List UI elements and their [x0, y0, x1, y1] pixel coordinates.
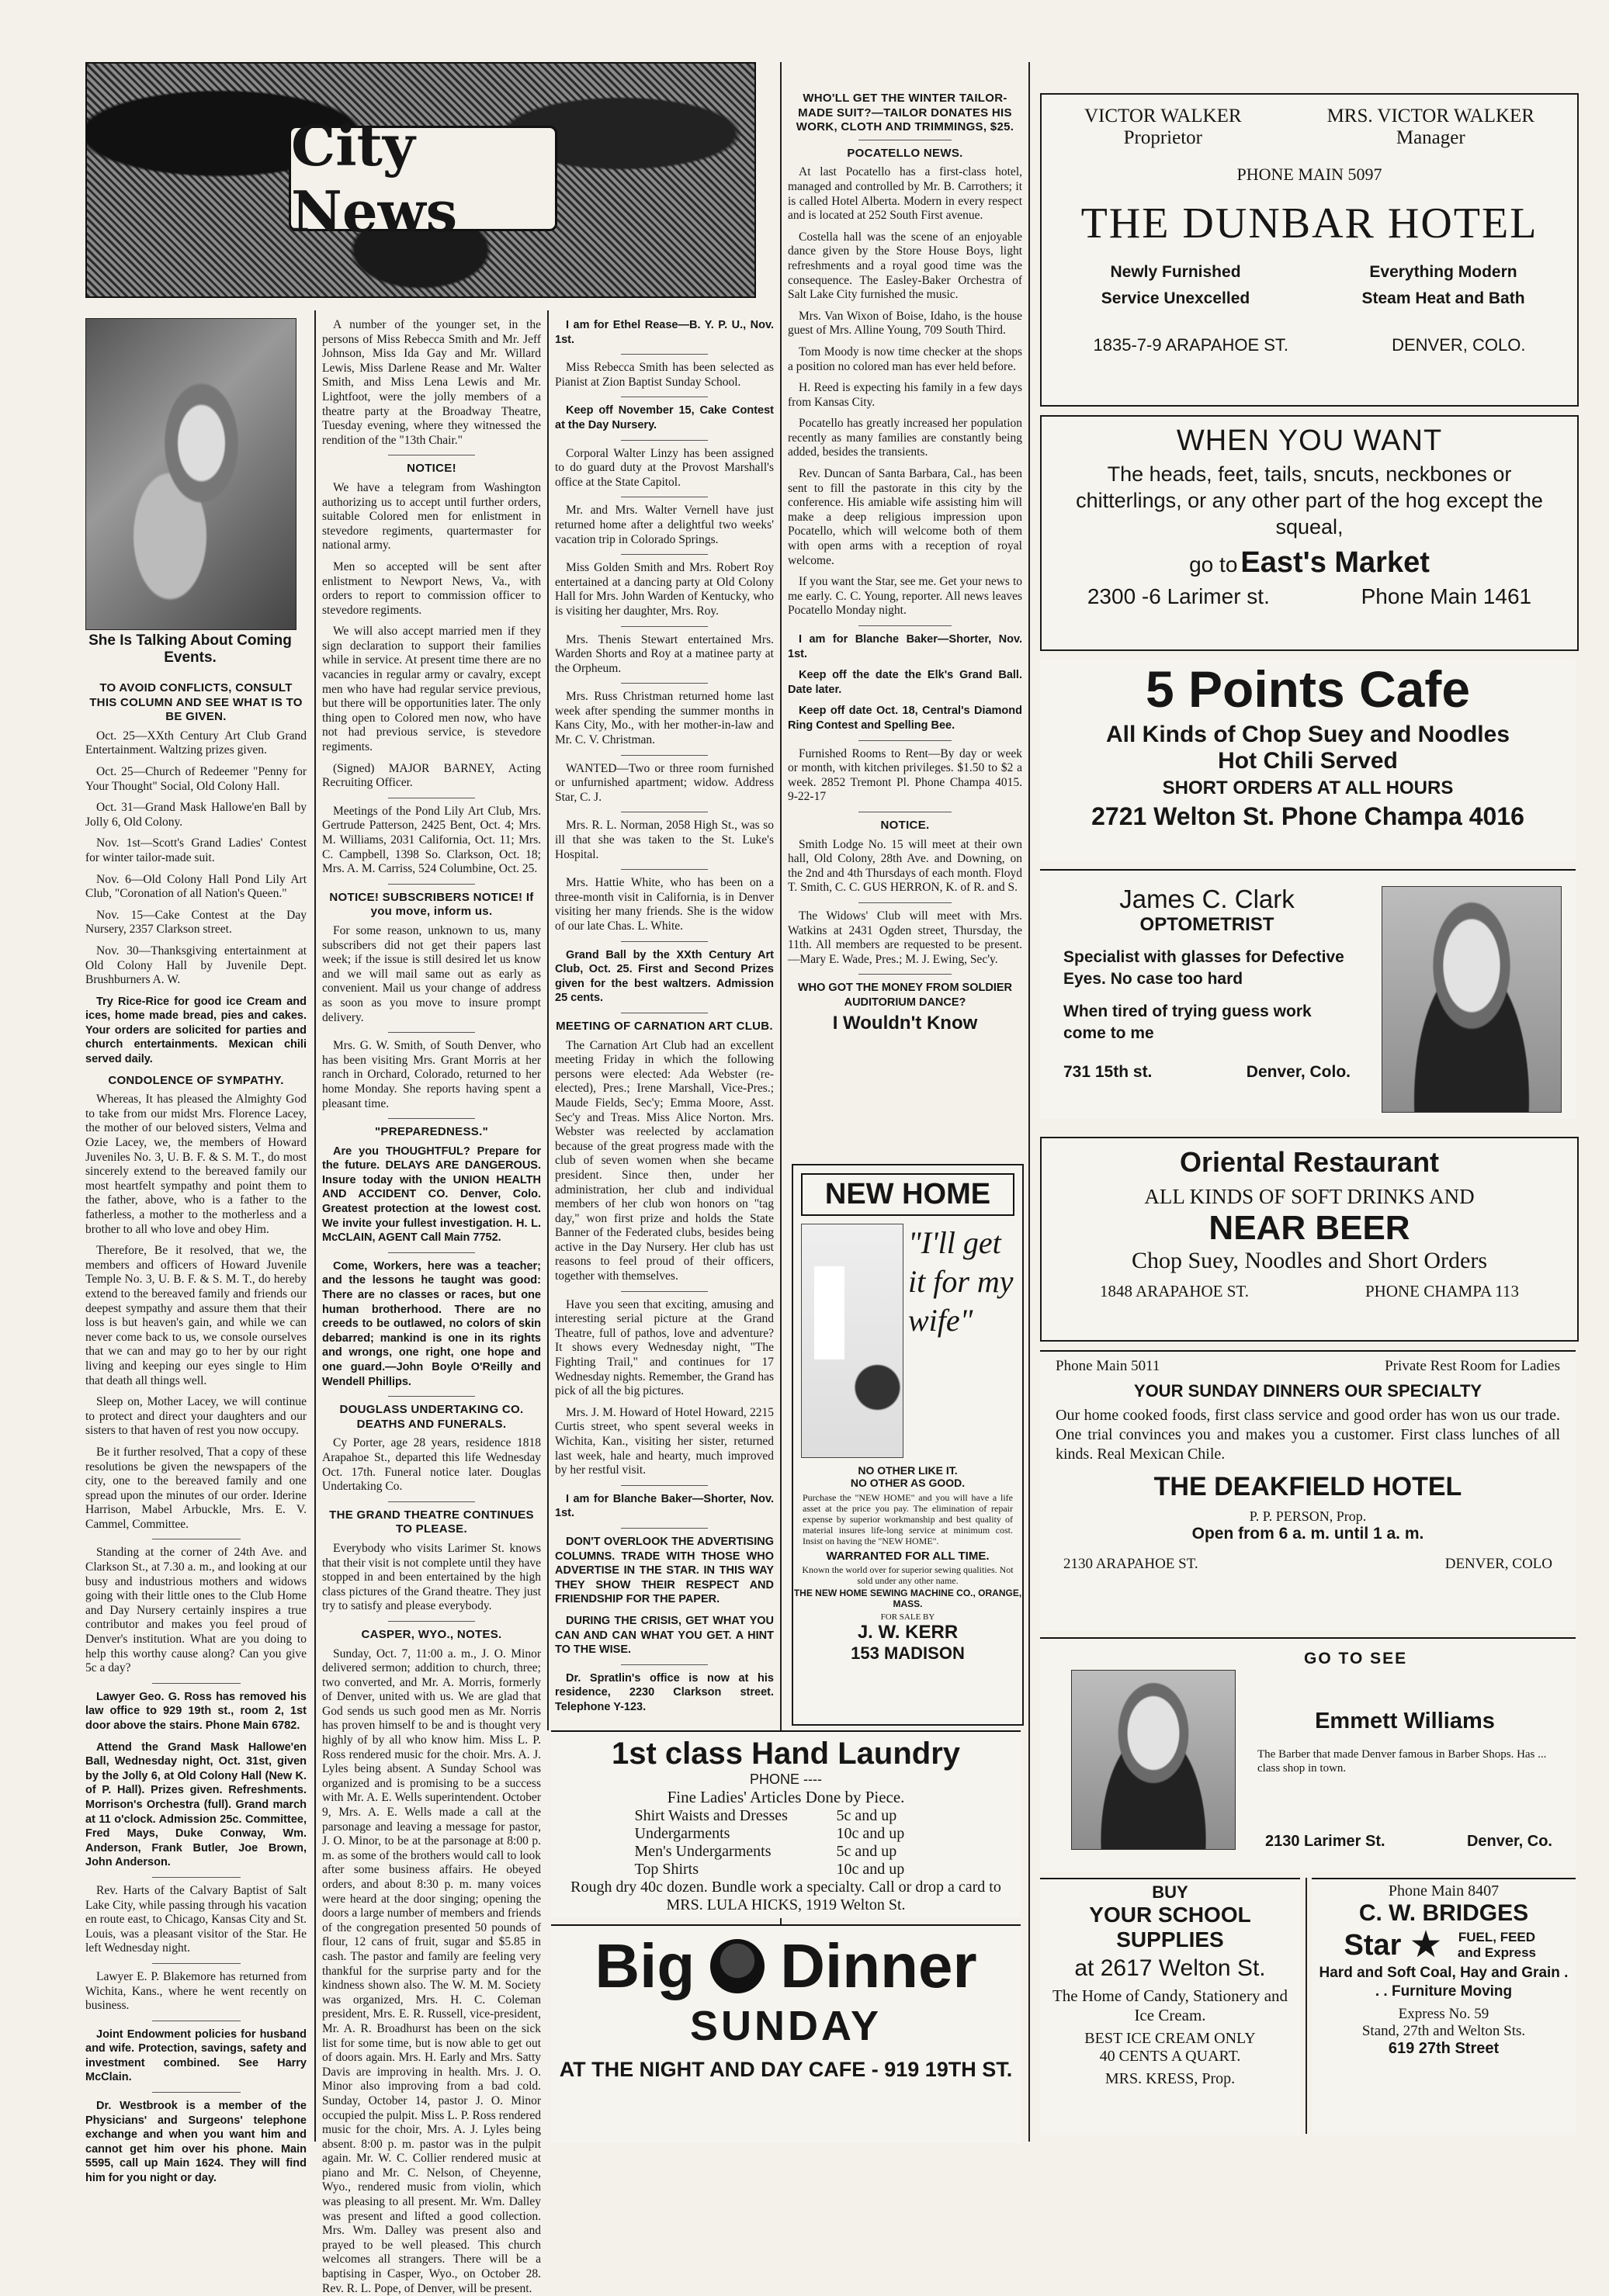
article-text: Cy Porter, age 28 years, residence 1818 Arapahoe St., departed this life Wednesday Oct. 17th. Funeral notice later. Douglas Undertaking Co. [322, 1436, 541, 1494]
laundry-price-list [551, 1807, 1021, 1879]
column-4 [788, 85, 1022, 1148]
laundry-price: 5c and up [837, 1807, 938, 1825]
kress-address: at 2617 Welton St. [1040, 1955, 1300, 1982]
event-item: Oct. 25—Church of Redeemer "Penny for Your Thought" Social, Old Colony Hall. [85, 765, 307, 794]
article-text: DURING THE CRISIS, GET WHAT YOU CAN AND CAN WHAT YOU GET. A HINT TO THE WISE. [555, 1614, 774, 1657]
section-heading: "PREPAREDNESS." [322, 1125, 541, 1140]
article-text: Mrs. Hattie White, who has been on a three-month visit in California, is in Denver visiting her many friends. She is the widow of our late Chas. L. White. [555, 876, 774, 933]
laundry-item: Top Shirts [635, 1861, 837, 1879]
bridges-express-ad [1312, 1878, 1576, 2135]
deakfield-private: Private Rest Room for Ladies [1385, 1358, 1560, 1375]
dunbar-proprietor: VICTOR WALKER [1084, 106, 1242, 127]
newhome-tag: NO OTHER LIKE IT. [793, 1464, 1022, 1477]
article-text: Smith Lodge No. 15 will meet at their own hall, Old Colony, 28th Ave. and Downing, on the 2nd and 4th Thursdays of each month. Floyd T. Smith, C. C. GUS HERRON, K. of R. and S. [788, 838, 1022, 895]
dinner-sunday: SUNDAY [551, 2002, 1021, 2050]
article-text: I am for Blanche Baker—Shorter, Nov. 1st. [555, 1492, 774, 1521]
laundry-line: Fine Ladies' Articles Done by Piece. [551, 1788, 1021, 1807]
article-text: (Signed) MAJOR BARNEY, Acting Recruiting Officer. [322, 762, 541, 791]
deakfield-body: Our home cooked foods, first class service and good order has won us our trade. One trial convinces you and makes you a customer. First class lunches of all kinds. Real Mexican Chile. [1040, 1401, 1576, 1469]
article-text: Mrs. R. L. Norman, 2058 High St., was so ill that she was taken to the St. Luke's Hospital. [555, 819, 774, 862]
article-text: Tom Moody is now time checker at the shops a position no colored man has ever held before. [788, 345, 1022, 374]
williams-portrait [1071, 1670, 1236, 1850]
five-points-cafe-ad [1040, 660, 1576, 861]
laundry-price: 10c and up [837, 1825, 938, 1843]
article-text: Come, Workers, here was a teacher; and the lessons he taught was good: There are no classes or races, but one human brotherhood. There are no creeds to be outlawed, no colors of skin debarred; mankind is one in its rights and wrongs, one right, one hope and one guard.—John Boyle O'Reilly and Wendell Phillips. [322, 1259, 541, 1389]
article-text: Lawyer E. P. Blakemore has returned from Wichita, Kans., where he went recently on business. [85, 1970, 307, 2014]
article-text: Standing at the corner of 24th Ave. and Clarkson St., at 7.30 a. m., and looking at our busy and industrious mothers and widows going with their little ones to the Club Home and Day Nursery certainly inspires a true contributor and makes you feel proud of Denver's institution. What are you doing to help this worthy cause along? Can you give 5c a day? [85, 1546, 307, 1675]
laundry-price: 10c and up [837, 1861, 938, 1879]
dunbar-phone: PHONE MAIN 5097 [1042, 164, 1577, 185]
deakfield-name: THE DEAKFIELD HOTEL [1040, 1472, 1576, 1502]
clark-line: Specialist with glasses for Defective Eyes. No case too hard [1063, 947, 1351, 990]
deakfield-address: 2130 ARAPAHOE ST. [1063, 1556, 1198, 1573]
fivepoints-line: 2721 Welton St. Phone Champa 4016 [1040, 802, 1576, 831]
kress-body: The Home of Candy, Stationery and Ice Cream. [1040, 1982, 1300, 2030]
article-text: Have you seen that exciting, amusing and interesting serial picture at the Grand Theatre, full of pathos, love and adventure? It shows every Wednesday night, "The Fighting Trail," and continues for 17 Wednesday nights. Remember, the Grand has pick of all the big pictures. [555, 1298, 774, 1399]
article-text: Joint Endowment policies for husband and wife. Protection, savings, safety and investment combined. See Harry McClain. [85, 2028, 307, 2085]
column-rule [547, 310, 549, 1730]
kress-cream: BEST ICE CREAM ONLY [1040, 2030, 1300, 2048]
dunbar-role: Proprietor [1084, 127, 1242, 149]
dunbar-city: DENVER, COLO. [1392, 335, 1525, 355]
section-heading: NOTICE. [788, 819, 1022, 833]
photo-caption: She Is Talking About Coming Events. [85, 632, 295, 667]
clark-optometrist-ad [1040, 869, 1576, 1119]
column-1 [85, 675, 307, 2142]
section-heading: DOUGLASS UNDERTAKING CO. DEATHS AND FUNERALS. [322, 1403, 541, 1432]
laundry-footer: Rough dry 40c dozen. Bundle work a specialty. Call or drop a card to MRS. LULA HICKS, 1919 Welton St. [551, 1879, 1021, 1914]
newhome-warranted: WARRANTED FOR ALL TIME. [793, 1550, 1022, 1563]
williams-body: The Barber that made Denver famous in Barber Shops. Has ... class shop in town. [1257, 1747, 1552, 1775]
clark-city: Denver, Colo. [1247, 1063, 1351, 1082]
event-item: Nov. 1st—Scott's Grand Ladies' Contest for winter tailor-made suit. [85, 836, 307, 865]
deakfield-prop: P. P. PERSON, Prop. [1040, 1508, 1576, 1525]
bridges-name: C. W. BRIDGES [1312, 1900, 1576, 1927]
ad-rule [1306, 1878, 1307, 2134]
newhome-forsale: FOR SALE BY [793, 1612, 1022, 1622]
fivepoints-line: Hot Chili Served [1040, 748, 1576, 774]
deakfield-phone: Phone Main 5011 [1056, 1358, 1160, 1375]
newhome-maker: THE NEW HOME SEWING MACHINE CO., ORANGE, MASS. [793, 1588, 1022, 1609]
bridges-phone: Phone Main 8407 [1312, 1882, 1576, 1900]
fivepoints-line: All Kinds of Chop Suey and Noodles [1040, 722, 1576, 748]
condolence-text: Therefore, Be it resolved, that we, the members and officers of Howard Juvenile Temple No. 3, U. B. F. & S. M. T., do hereby extend to the bereaved family and friends our deepest sympathy and assure them that their loss is but heaven's gain, and while we can never come back to us, we console ourselves that we can and may go to her by our right living and keeping our eyes single to Him that death all things well. [85, 1244, 307, 1388]
article-text: Attend the Grand Mask Hallowe'en Ball, Wednesday night, Oct. 31st, given by the Jolly 6, at Old Colony Hall (New K. of P. Hall). Prizes given. Refreshments. Morrison's Orchestra (full). Grand march at 11 o'clock. Admission 25c. Committee, Fred Mays, Duke Conway, Wm. Anderson, Frank Butler, Joe Brown, John Anderson. [85, 1740, 307, 1870]
newspaper-page [85, 62, 1576, 2142]
deakfield-city: DENVER, COLO [1445, 1556, 1552, 1573]
article-text: Pocatello has greatly increased her population recently as many families are constantly being added, besides the transients. [788, 417, 1022, 460]
bridges-fuel: FUEL, FEED and Express [1450, 1930, 1543, 1961]
laundry-item: Men's Undergarments [635, 1843, 837, 1861]
event-item: Oct. 31—Grand Mask Hallowe'en Ball by Jolly 6, Old Colony. [85, 801, 307, 829]
williams-city: Denver, Co. [1467, 1833, 1552, 1851]
easts-address: 2300 -6 Larimer st. [1087, 584, 1270, 609]
article-text: Furnished Rooms to Rent—By day or week or month, with kitchen privileges. $1.50 to $2 a week. 2852 Tremont Pl. Phone Champa 4015. 9-22-17 [788, 747, 1022, 805]
dunbar-role: Manager [1327, 127, 1534, 149]
kress-cream: 40 CENTS A QUART. [1040, 2048, 1300, 2066]
section-heading: POCATELLO NEWS. [788, 147, 1022, 161]
event-item: Nov. 30—Thanksgiving entertainment at Old Colony Hall by Juvenile Dept. Brushburners A. W. [85, 944, 307, 988]
clark-line: When tired of trying guess work come to me [1063, 1001, 1351, 1044]
deakfield-hours: Open from 6 a. m. until 1 a. m. [1040, 1525, 1576, 1543]
clark-address: 731 15th st. [1063, 1063, 1152, 1082]
article-text: For some reason, unknown to us, many subscribers did not get their papers last week; if the issue is still desired let us know and we will mail same out as early as convenient. Mail us your change of address as soon as you move to insure prompt delivery. [322, 924, 541, 1025]
condolence-text: Whereas, It has pleased the Almighty God to take from our midst Mrs. Florence Lacey, the mother of our beloved sisters, Velma and Ozie Lacey, we, the members of Howard Juveniles No. 3, U. B. F. & S. M. T., do most sincerely extend to the bereaved family our most heartfelt sympathy and point them to the father, above, who is a father to the fatherless, a mother to the motherless and a brother to all who love and obey Him. [85, 1093, 307, 1237]
event-item: Nov. 6—Old Colony Hall Pond Lily Art Club, "Coronation of all Nation's Queen." [85, 873, 307, 902]
article-text: We have a telegram from Washington authorizing us to accept until further orders, suitable Colored men for enlistment in stevedore regiments, quartermaster for national army. [322, 481, 541, 553]
section-heading: NOTICE! SUBSCRIBERS NOTICE! If you move, inform us. [322, 891, 541, 919]
article-text: Meetings of the Pond Lily Art Club, Mrs. Gertrude Patterson, 2425 Bent, Oct. 4; Mrs. M. Williams, 2031 California, Oct. 11; Mrs. C. Campbell, 1398 So. Clarkson, Oct. 18; Mrs. A. M. Carriss, 524 Columbine, Oct. 25. [322, 805, 541, 877]
article-text: Miss Rebecca Smith has been selected as Pianist at Zion Baptist Sunday School. [555, 361, 774, 390]
bridges-address: 619 27th Street [1312, 2040, 1576, 2058]
turkey-icon [710, 1939, 765, 1993]
article-text: At last Pocatello has a first-class hotel, managed and controlled by Mr. B. Carrothers; it is called Hotel Alberta. Modern in every respect and is located at 252 South First avenue. [788, 165, 1022, 223]
section-heading: THE GRAND THEATRE CONTINUES TO PLEASE. [322, 1508, 541, 1537]
dunbar-hotel-ad [1040, 93, 1579, 407]
article-text: The Carnation Art Club had an excellent meeting Friday in which the following persons were elected: Ada Webster (re-elected), Pres.; Irene Marshall, Vice-Pres.; Maude Fields, Sec'y; Emma Moore, Asst. Sec'y and Treas. Miss Alice Norton. Mrs. Webster was reelected by acclamation because of the great progress made with the club of seven women when she became president. Since then, under her administration, her club and individual members of her club won honors on "tag day," won first prize and holds the State Banner of the Federated clubs, besides being active in the Day Nursery. Her club has ust reasons to feel proud of their officers, together with themselves. [555, 1039, 774, 1284]
article-text: Sunday, Oct. 7, 11:00 a. m., J. O. Minor delivered sermon; addition to church, three; two converted, and Mr. A. Morris, formerly of Denver, united with us. We are glad that God sends us such good men as Mr. Norris has proven himself to be and is thought very highly of by all who know him. Miss L. P. Ross rendered music for the choir. Mrs. A. J. Lyles being absent. A Sunday School was organized and is promising to be a success with Mr. A. E. Wells superintendent. October 9, Mrs. A. E. Wells made a call at the parsonage and leaving a message for pastor, J. O. Minor, to be at the parsonage at 8:00 p. m. as some of the brothers would call to look after some business affairs. He obeyed orders, and about 8:30 p. m. many voices were heard at the door singing; opening the doors a large number of members and friends of the congregation presented 50 pounds of flour, 12 cans of fruit, sugar and $5.85 in cash. The pastor and family are feeling very thankful for the surprise party and for the kindness shown also. The W. M. M. Society was organized, Mrs. H. C. Coleman president, Mrs. E. R. Russell, vice-president, Mr. A. R. Broadhurst has been on the sick list for some time, but is now able to get out of doors again. Mrs. H. Early and Mrs. Satty Davis are improving in health. Mrs. J. O. Minor also improving from a bad cold. Sunday, October 14, pastor J. O. Minor occupied the pulpit. Miss L. P. Ross rendered music for the choir, Mrs. A. J. Lyles being absent. 8:00 p. m. pastor was in the pulpit again. Mr. W. C. Collier rendered music at piano and Mr. C. Nelson, of Cheyenne, Wyo., rendered music from violin, which was pleasing to all present. Mr. Wm. Dalley was present and lifted a good collection. Mrs. Wm. Dalley was present also and prayed to be well pleased. This church welcomes all strangers. There will be a baptising in Casper, Wyo., on October 28. Rev. R. L. Pope, of Denver, will be present. [322, 1647, 541, 2296]
newhome-dealer-address: 153 MADISON [793, 1643, 1022, 1664]
oriental-phone: PHONE CHAMPA 113 [1365, 1282, 1519, 1301]
article-text: Grand Ball by the XXth Century Art Club, Oct. 25. First and Second Prizes given for the best waltzers. Admission 25 cents. [555, 948, 774, 1006]
dunbar-feature: Steam Heat and Bath [1309, 286, 1577, 312]
column-3 [555, 318, 774, 1738]
section-heading: WHO'LL GET THE WINTER TAILOR-MADE SUIT?—TAILOR DONATES HIS WORK, CLOTH AND TRIMMINGS, $25. [788, 92, 1022, 135]
condolence-text: Sleep on, Mother Lacey, we will continue to protect and direct your daughters and our sisters to that haven of rest you now occupy. [85, 1395, 307, 1439]
newhome-small: Known the world over for superior sewing qualities. Not sold under any other name. [793, 1563, 1022, 1588]
williams-head: GO TO SEE [1304, 1650, 1407, 1668]
oriental-address: 1848 ARAPAHOE ST. [1100, 1282, 1249, 1301]
clark-name: James C. Clark [1063, 885, 1351, 914]
condolence-text: Be it further resolved, That a copy of these resolutions be given the newspapers of the city, one to the bereaved family and one spread upon the minutes of our order. Iderine Harrison, Mabel Arbuckle, Mrs. E. V. Cammel, Committee. [85, 1446, 307, 1532]
section-heading: CASPER, WYO., NOTES. [322, 1628, 541, 1643]
article-text: Dr. Spratlin's office is now at his residence, 2230 Clarkson street. Telephone Y-123. [555, 1671, 774, 1715]
newhome-slogan: "I'll get it for my wife" [908, 1224, 1014, 1458]
dinner-big: Big [595, 1931, 695, 2002]
laundry-phone: PHONE ---- [551, 1771, 1021, 1788]
article-text: Mrs. Russ Christman returned home last week after spending the summer months in Kans City, Mo., with her mother-in-law and Mr. C. V. Christman. [555, 690, 774, 747]
masthead-title: City News [289, 126, 557, 231]
easts-goto: go to [1189, 552, 1237, 577]
article-text: Keep off November 15, Cake Contest at the Day Nursery. [555, 403, 774, 432]
section-heading: MEETING OF CARNATION ART CLUB. [555, 1020, 774, 1034]
article-text: Dr. Westbrook is a member of the Physicians' and Surgeons' telephone exchange and when you want him and cannot get him over his phone. Main 5595, call up Main 1624. They will find him for you night or day. [85, 2099, 307, 2186]
newhome-body: Purchase the "NEW HOME" and you will have a life asset at the price you pay. The elimination of repair expense by superior workmanship and best quality of material insures life-long service at minimum cost. Insist on having the "NEW HOME". [793, 1489, 1022, 1550]
article-text: Costella hall was the scene of an enjoyable dance given by the Store House Boys, light refreshments and a royal good time was the consequence. The Easley-Baker Orchestra of Salt Lake City furnished the music. [788, 230, 1022, 303]
masthead-ornament [85, 62, 756, 298]
article-text: I am for Blanche Baker—Shorter, Nov. 1st. [788, 632, 1022, 661]
bridges-stand: Stand, 27th and Welton Sts. [1312, 2023, 1576, 2040]
dunbar-feature: Everything Modern [1309, 259, 1577, 286]
dunbar-manager: MRS. VICTOR WALKER [1327, 106, 1534, 127]
dunbar-name: THE DUNBAR HOTEL [1042, 199, 1577, 248]
article-text: The Widows' Club will meet with Mrs. Watkins at 2431 Ogden street, Thursday, the 11th. All members are requested to be present.—Mary E. Wade, Pres.; M. J. Ewing, Sec'y. [788, 909, 1022, 967]
easts-body: The heads, feet, tails, sncuts, neckbones or chitterlings, or any other part of the hog except the squeal, [1042, 458, 1577, 543]
article-text: DON'T OVERLOOK THE ADVERTISING COLUMNS. TRADE WITH THOSE WHO ADVERTISE IN THE STAR. IN THIS WAY THEY SHOW THEIR RESPECT AND FRIENDSHIP FOR THE PAPER. [555, 1535, 774, 1607]
clark-title: OPTOMETRIST [1063, 914, 1351, 936]
events-heading: TO AVOID CONFLICTS, CONSULT THIS COLUMN AND SEE WHAT IS TO BE GIVEN. [85, 681, 307, 725]
column-2 [322, 318, 541, 2142]
big-dinner-ad [551, 1924, 1021, 2143]
laundry-ad [551, 1730, 1021, 1918]
article-text: Mrs. J. M. Howard of Hotel Howard, 2215 Curtis street, who spent several weeks in Wichita, Kan., visiting her sister, returned last week, hale and hearty, much improved by her restful visit. [555, 1406, 774, 1478]
photo-woman [85, 318, 296, 630]
easts-head: WHEN YOU WANT [1042, 424, 1577, 458]
deakfield-head: YOUR SUNDAY DINNERS OUR SPECIALTY [1040, 1381, 1576, 1401]
newhome-brand: NEW HOME [801, 1173, 1014, 1216]
laundry-item: Undergarments [635, 1825, 837, 1843]
rice-ad: Try Rice-Rice for good ice Cream and ices, home made bread, pies and cakes. Your orders are solicited for parties and church entertainments. Mexican chili served daily. [85, 995, 307, 1067]
article-text: Mrs. G. W. Smith, of South Denver, who has been visiting Mrs. Grant Morris at her ranch in Orchard, Colorado, returned to her home Monday. She reports having spent a pleasant time. [322, 1039, 541, 1111]
event-item: Oct. 25—XXth Century Art Club Grand Entertainment. Waltzing prizes given. [85, 729, 307, 758]
clark-portrait [1382, 886, 1562, 1113]
article-text: Rev. Duncan of Santa Barbara, Cal., has been sent to fill the pastorate in this city by the conference. His amiable wife assisting him will make a deep religious impression upon Pocatello, which will welcome both of them with open arms with a reception of royal welcome. [788, 467, 1022, 568]
column-rule [314, 310, 316, 2142]
article-text: Mrs. Thenis Stewart entertained Mrs. Warden Shorts and Roy at a matinee party at the Orpheum. [555, 633, 774, 677]
fivepoints-line: SHORT ORDERS AT ALL HOURS [1040, 777, 1576, 799]
article-text: We will also accept married men if they sign declaration to support their families while in service. At present time there are no vacancies in regular army or cavalry, except men who have had regular service previous, but there will be opportunities later. The only thing open to Colored men now, who have not had previous service, is stevedore regiments. [322, 625, 541, 754]
oriental-line: Chop Suey, Noodles and Short Orders [1042, 1248, 1577, 1274]
bridges-line: Hard and Soft Coal, Hay and Grain . . . Furniture Moving [1312, 1964, 1576, 2001]
article-text: I am for Ethel Rease—B. Y. P. U., Nov. 1st. [555, 318, 774, 347]
dinner-word: Dinner [780, 1931, 976, 2002]
article-text: H. Reed is expecting his family in a few days from Kansas City. [788, 381, 1022, 410]
article-text: WHO GOT THE MONEY FROM SOLDIER AUDITORIUM DANCE? [788, 981, 1022, 1009]
easts-name: East's Market [1240, 546, 1430, 579]
newhome-ad [792, 1164, 1024, 1726]
kress-prop: MRS. KRESS, Prop. [1040, 2070, 1300, 2088]
williams-address: 2130 Larimer St. [1265, 1833, 1385, 1851]
laundry-title: 1st class Hand Laundry [551, 1737, 1021, 1771]
oriental-line: ALL KINDS OF SOFT DRINKS AND [1042, 1185, 1577, 1209]
easts-market-ad [1040, 415, 1579, 651]
dinner-place: AT THE NIGHT AND DAY CAFE - 919 19TH ST. [551, 2058, 1021, 2082]
kress-head: YOUR SCHOOL SUPPLIES [1040, 1903, 1300, 1952]
article-text: Men so accepted will be sent after enlistment to Newport News, Va., with orders to report to commission officer to stevedore regiments. [322, 560, 541, 618]
article-text: Rev. Harts of the Calvary Baptist of Salt Lake City, while passing through his vacation en route east, to Chicago, Kansas City and St. Louis, was a pleasant visitor of the Star. He left Wednesday night. [85, 1884, 307, 1956]
dunbar-feature: Service Unexcelled [1042, 286, 1309, 312]
bridges-express: Express No. 59 [1312, 2006, 1576, 2023]
oriental-line: NEAR BEER [1042, 1209, 1577, 1248]
article-text: Everybody who visits Larimer St. knows that their visit is not complete until they have stopped in and been entertained by the high class pictures of the Grand theatre. They just try to satisfy and please everybody. [322, 1542, 541, 1614]
star-icon: ★ [1409, 1927, 1442, 1964]
article-text: If you want the Star, see me. Get your news to me early. C. C. Young, reporter. All news leaves Pocatello Monday night. [788, 575, 1022, 618]
article-text: Mr. and Mrs. Walter Vernell have just returned home after a delightful two weeks' vacation trip in Colorado Springs. [555, 504, 774, 547]
article-text: A number of the younger set, in the persons of Miss Rebecca Smith and Mr. Jeff Johnson, Miss Ida Gay and Mr. Willard Lewis, Miss Darlene Rease and Mr. Walter Smith, and Miss Lena Lewis and Mr. Lightfoot, were the jolly members of a theatre party at the Broadway Theatre, Tuesday evening, where they witnessed the rendition of the "13th Chair." [322, 318, 541, 448]
newhome-dealer: J. W. KERR [793, 1622, 1022, 1643]
article-text: I Wouldn't Know [788, 1016, 1022, 1031]
oriental-name: Oriental Restaurant [1042, 1146, 1577, 1179]
emmett-williams-ad [1040, 1637, 1576, 1872]
newhome-tag: NO OTHER AS GOOD. [793, 1477, 1022, 1489]
article-text: Corporal Walter Linzy has been assigned to do guard duty at the Provost Marshall's office at the State Capitol. [555, 447, 774, 490]
kress-buy: BUY [1040, 1882, 1300, 1903]
article-text: Miss Golden Smith and Mrs. Robert Roy entertained at a dancing party at Old Colony Hall for Mrs. John Warden of Kentucky, who is visiting her daughter, Mrs. Roy. [555, 561, 774, 618]
condolence-heading: CONDOLENCE OF SYMPATHY. [85, 1074, 307, 1089]
kress-school-supplies-ad [1040, 1878, 1300, 2135]
easts-phone: Phone Main 1461 [1361, 584, 1532, 609]
deakfield-hotel-ad [1040, 1350, 1576, 1631]
fivepoints-name: 5 Points Cafe [1040, 660, 1576, 719]
oriental-restaurant-ad [1040, 1137, 1579, 1342]
article-text: Lawyer Geo. G. Ross has removed his law office to 929 19th st., room 2, 1st door above the stairs. Phone Main 6782. [85, 1690, 307, 1733]
event-item: Nov. 15—Cake Contest at the Day Nursery, 2357 Clarkson street. [85, 909, 307, 937]
article-text: Keep off the date the Elk's Grand Ball. Date later. [788, 668, 1022, 697]
bridges-star: Star [1344, 1929, 1402, 1962]
column-rule [1028, 62, 1030, 2142]
laundry-item: Shirt Waists and Dresses [635, 1807, 837, 1825]
williams-name: Emmett Williams [1257, 1709, 1552, 1734]
laundry-price: 5c and up [837, 1843, 938, 1861]
article-text: Mrs. Van Wixon of Boise, Idaho, is the house guest of Mrs. Alline Young, 709 South Third. [788, 310, 1022, 338]
article-text: Keep off date Oct. 18, Central's Diamond Ring Contest and Spelling Bee. [788, 704, 1022, 732]
section-heading: NOTICE! [322, 462, 541, 476]
dunbar-address: 1835-7-9 ARAPAHOE ST. [1094, 335, 1289, 355]
sewing-machine-illustration [801, 1224, 903, 1458]
article-text: WANTED—Two or three room furnished or unfurnished apartment; widow. Address Star, C. J. [555, 762, 774, 805]
dunbar-feature: Newly Furnished [1042, 259, 1309, 286]
article-text: Are you THOUGHTFUL? Prepare for the future. DELAYS ARE DANGEROUS. Insure today with the UNION HEALTH AND ACCIDENT CO. Denver, Colo. Greatest protection at the lowest cost. We invite your fullest investigation. H. L. McCLAIN, AGENT Call Main 7752. [322, 1145, 541, 1245]
